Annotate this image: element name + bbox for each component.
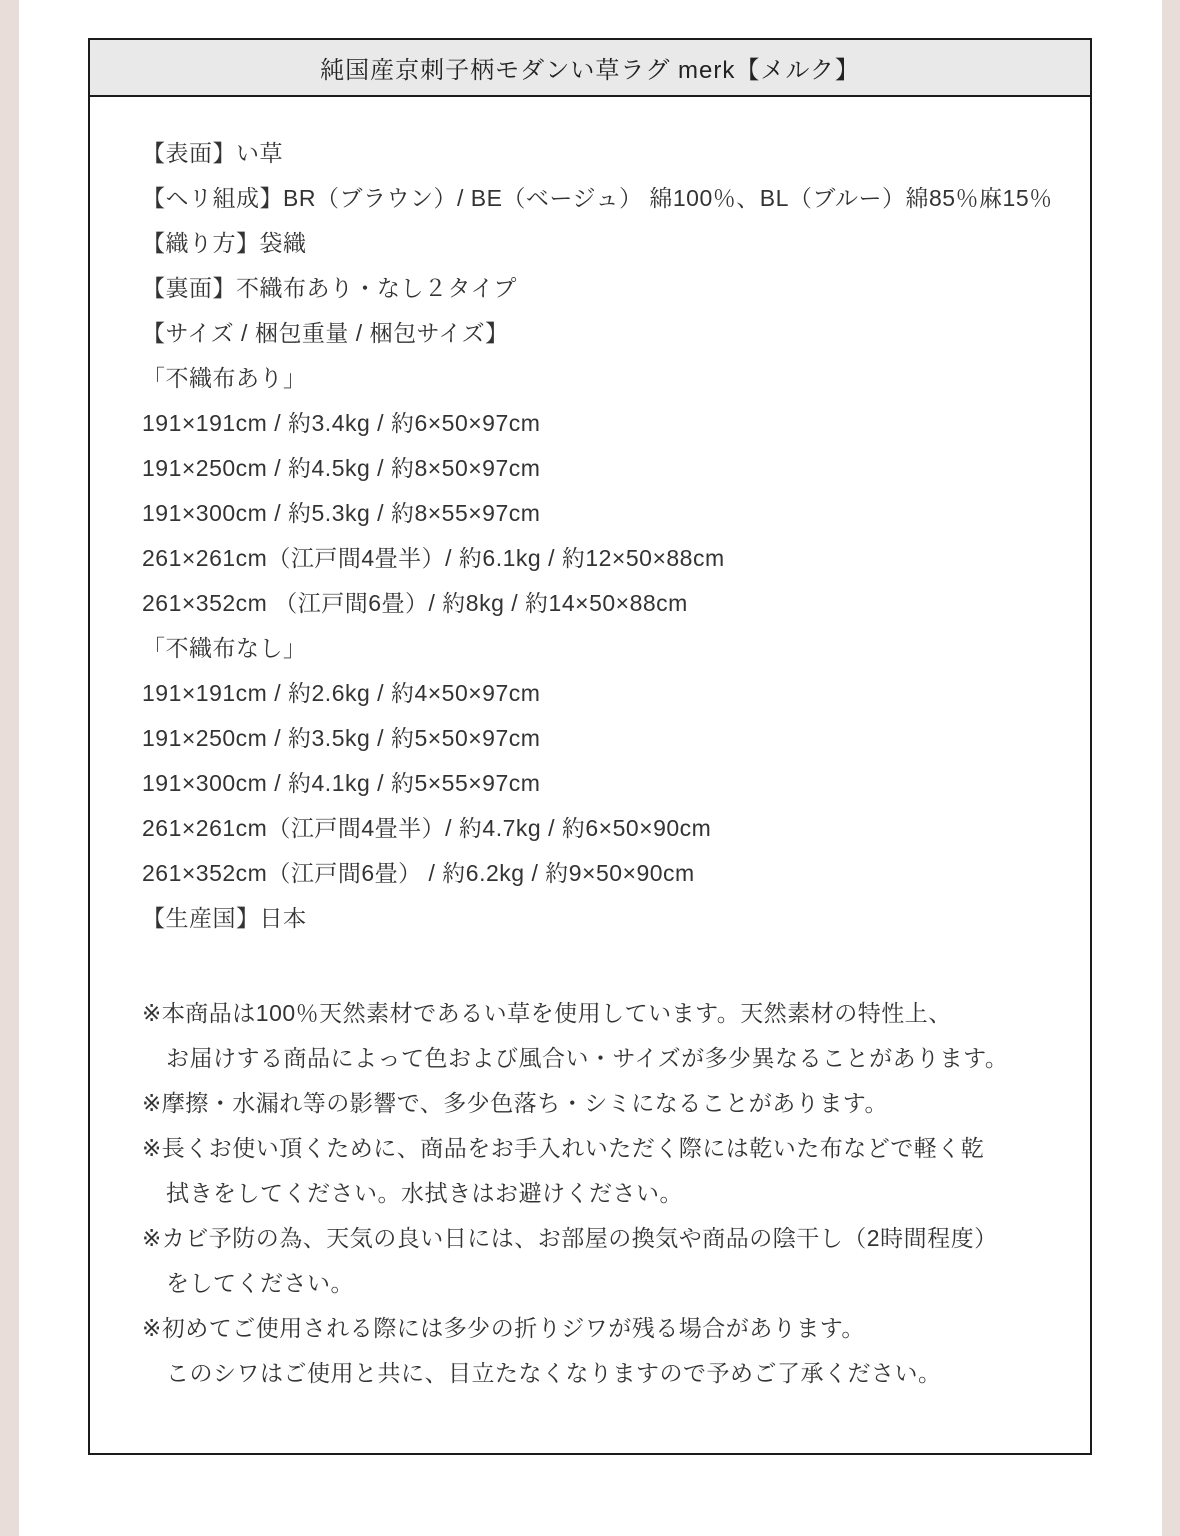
product-title: 純国産京刺子柄モダンい草ラグ merk【メルク】 [320,57,860,84]
spec-line: 261×352cm （江戸間6畳）/ 約8kg / 約14×50×88cm [142,590,688,616]
spec-line: 261×261cm（江戸間4畳半）/ 約4.7kg / 約6×50×90cm [142,815,712,841]
spec-line: 【裏面】不織布あり・なし２タイプ [142,275,517,301]
product-title-header [90,40,1090,97]
spec-line: 「不織布なし」 [142,635,307,661]
note-line: ※本商品は100％天然素材であるい草を使用しています。天然素材の特性上、 [142,1000,952,1026]
notes-list [142,991,1050,1396]
spec-line: 「不織布あり」 [142,365,307,391]
note-line: をしてください。 [166,1270,354,1296]
spec-line: 【織り方】袋織 [142,230,307,256]
spec-line: 261×261cm（江戸間4畳半）/ 約6.1kg / 約12×50×88cm [142,545,725,571]
spec-line: 【サイズ / 梱包重量 / 梱包サイズ】 [142,320,509,346]
spec-line: 【表面】い草 [142,140,283,166]
spec-line: 191×191cm / 約3.4kg / 約6×50×97cm [142,410,541,436]
page-right-margin-strip [1162,0,1180,1536]
spec-list [142,131,1053,941]
spec-line: 191×300cm / 約5.3kg / 約8×55×97cm [142,500,541,526]
note-line: 拭きをしてください。水拭きはお避けください。 [166,1180,683,1206]
page-left-margin-strip [0,0,19,1536]
spec-line: 191×191cm / 約2.6kg / 約4×50×97cm [142,680,541,706]
note-line: ※摩擦・水漏れ等の影響で、多少色落ち・シミになることがあります。 [142,1090,888,1116]
spec-line: 【ヘリ組成】BR（ブラウン）/ BE（ベージュ） 綿100％、BL（ブルー）綿85％麻15％ [142,185,1053,211]
note-line: ※初めてご使用される際には多少の折りジワが残る場合があります。 [142,1315,865,1341]
spec-line: 261×352cm（江戸間6畳） / 約6.2kg / 約9×50×90cm [142,860,695,886]
spec-line: 191×250cm / 約3.5kg / 約5×50×97cm [142,725,541,751]
spec-line: 191×250cm / 約4.5kg / 約8×50×97cm [142,455,541,481]
note-line: このシワはご使用と共に、目立たなくなりますので予めご了承ください。 [166,1360,942,1386]
spec-line: 【生産国】日本 [142,905,307,931]
note-line: ※長くお使い頂くために、商品をお手入れいただく際には乾いた布などで軽く乾 [142,1135,985,1161]
product-description-panel [88,38,1092,1455]
note-line: お届けする商品によって色および風合い・サイズが多少異なることがあります。 [166,1045,1009,1071]
note-line: ※カビ予防の為、天気の良い日には、お部屋の換気や商品の陰干し（2時間程度） [142,1225,998,1251]
spec-line: 191×300cm / 約4.1kg / 約5×55×97cm [142,770,541,796]
product-spec-body [90,97,1090,1396]
